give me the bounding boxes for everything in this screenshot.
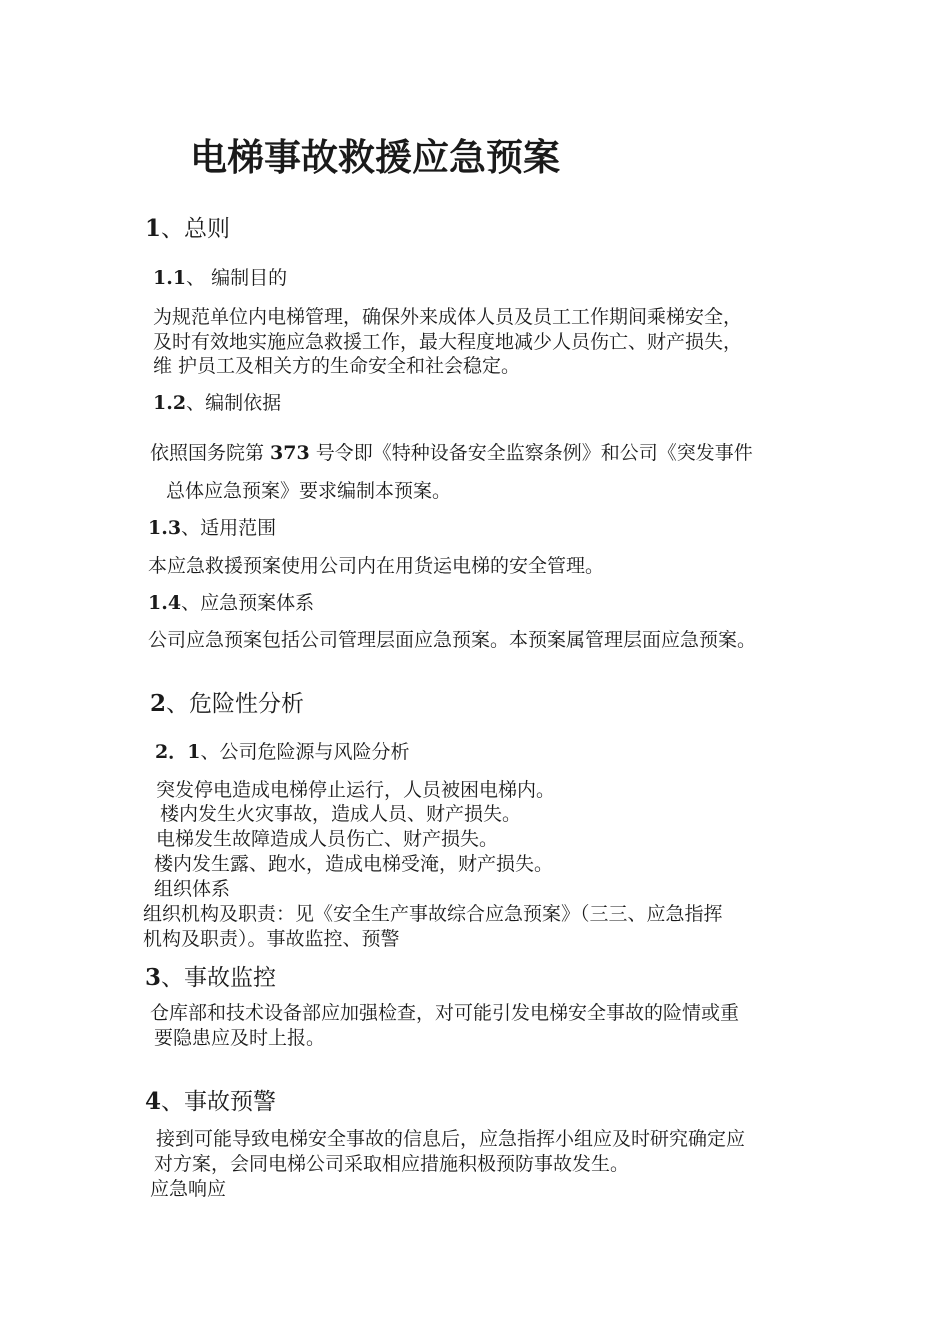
section-number: 1.4	[148, 592, 182, 614]
section-title: 、事故监控	[161, 965, 277, 991]
section-title: 、 编制目的	[186, 267, 288, 289]
paragraph-line: 应急响应	[150, 1178, 227, 1200]
section-number: 2．1	[155, 741, 201, 763]
paragraph-line: 及时有效地实施应急救援工作，最大程度地减少人员伤亡、财产损失，	[153, 331, 743, 353]
paragraph-line: 为规范单位内电梯管理，确保外来成体人员及员工工作期间乘梯安全，	[153, 306, 743, 328]
section-title: 、事故预警	[161, 1089, 277, 1115]
section-number: 4	[145, 1088, 162, 1115]
paragraph-line: 楼内发生火灾事故，造成人员、财产损失。	[160, 803, 522, 825]
paragraph-line: 楼内发生露、跑水，造成电梯受淹，财产损失。	[154, 853, 554, 875]
section-title: 、危险性分析	[166, 691, 305, 717]
section-number: 1	[145, 215, 162, 242]
section-1-3-heading	[148, 513, 276, 540]
paragraph-line: 组织机构及职责：见《安全生产事故综合应急预案》（三三、应急指挥	[143, 903, 723, 925]
section-number: 1.2	[153, 392, 187, 414]
section-number: 2	[150, 690, 167, 717]
section-number: 1.1	[153, 267, 187, 289]
section-2-heading	[150, 685, 304, 718]
paragraph-line: 仓库部和技术设备部应加强检查，对可能引发电梯安全事故的险情或重	[150, 1002, 740, 1024]
section-1-4-heading	[148, 588, 314, 615]
text-run: 依照国务院第	[150, 442, 271, 464]
section-title: 、公司危险源与风险分析	[200, 741, 410, 763]
section-2-1-heading	[155, 737, 409, 764]
section-title: 、总则	[161, 216, 231, 242]
paragraph-line: 电梯发生故障造成人员伤亡、财产损失。	[156, 828, 499, 850]
paragraph-line: 突发停电造成电梯停止运行，人员被困电梯内。	[156, 779, 556, 801]
paragraph-line	[150, 438, 753, 465]
paragraph-line: 要隐患应及时上报。	[154, 1027, 326, 1049]
paragraph-line: 接到可能导致电梯安全事故的信息后，应急指挥小组应及时研究确定应	[156, 1128, 746, 1150]
section-number: 3	[145, 964, 162, 991]
paragraph-line: 公司应急预案包括公司管理层面应急预案。本预案属管理层面应急预案。	[148, 629, 757, 651]
section-1-1-heading	[153, 263, 287, 290]
text-run: 号令即《特种设备安全监察条例》和公司《突发事件	[309, 442, 753, 464]
document-title: 电梯事故救援应急预案	[190, 135, 560, 179]
section-3-heading	[145, 959, 276, 992]
decree-number: 373	[270, 442, 310, 464]
paragraph-line: 组织体系	[154, 878, 231, 900]
section-4-heading	[145, 1083, 276, 1116]
section-1-heading	[145, 210, 230, 243]
section-number: 1.3	[148, 517, 182, 539]
paragraph-line: 机构及职责）。事故监控、预警	[143, 928, 400, 950]
paragraph-line: 对方案，会同电梯公司采取相应措施积极预防事故发生。	[154, 1153, 630, 1175]
section-1-2-heading	[153, 388, 281, 415]
section-title: 、编制依据	[186, 392, 282, 414]
section-title: 、应急预案体系	[181, 592, 315, 614]
paragraph-line: 本应急救援预案使用公司内在用货运电梯的安全管理。	[148, 555, 605, 577]
section-title: 、适用范围	[181, 517, 277, 539]
paragraph-line: 维 护员工及相关方的生命安全和社会稳定。	[153, 355, 521, 377]
paragraph-line: 总体应急预案》要求编制本预案。	[166, 480, 452, 502]
